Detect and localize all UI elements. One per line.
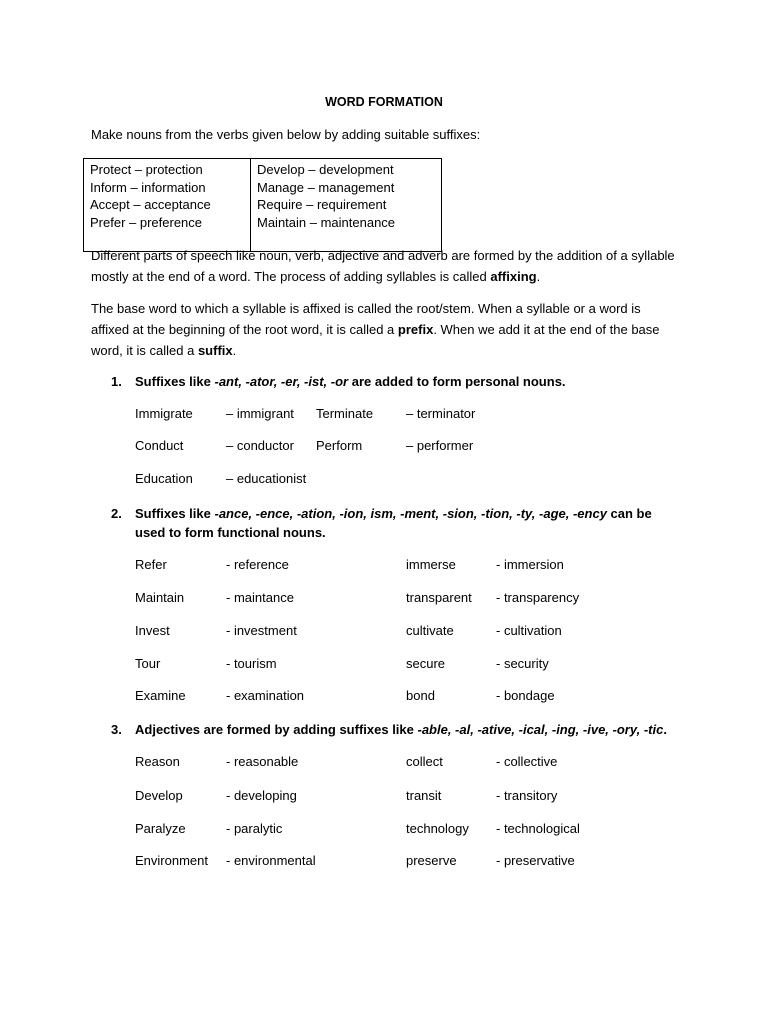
table-entry: Manage – management xyxy=(257,179,395,195)
list-number: 1. xyxy=(111,374,122,389)
paragraph-root-stem xyxy=(91,298,681,361)
word-row: Refer - reference immerse - immersion xyxy=(135,557,564,572)
heading-text: Adjectives are formed by adding suffixes like -able, -al, -ative, -ical, -ing, -ive, -ory, -tic. xyxy=(135,722,667,737)
table-entry: Prefer – preference xyxy=(90,214,203,230)
table-entry: Accept – acceptance xyxy=(90,197,211,212)
heading-text: Suffixes like -ance, -ence, -ation, -ion, ism, -ment, -sion, -tion, -ty, -age, -ency can be used to form functional nouns. xyxy=(135,506,652,540)
heading-text: Suffixes like -ant, -ator, -er, -ist, -or are added to form personal nouns. xyxy=(135,374,566,389)
page-title: WORD FORMATION xyxy=(325,95,443,109)
list-number: 3. xyxy=(111,722,122,737)
word-row: Reason - reasonable collect - collective xyxy=(135,754,558,769)
paragraph-text: . xyxy=(536,269,541,284)
word-row: Develop - developing transit - transitory xyxy=(135,788,558,803)
term-suffix: suffix xyxy=(197,343,233,358)
word-row: Immigrate – immigrant Terminate – terminator xyxy=(135,406,476,421)
table-column-right xyxy=(251,159,442,252)
table-entry: Maintain – maintenance xyxy=(257,214,396,230)
paragraph-text: . When we add it at the end of the base word, it is called a xyxy=(91,322,660,358)
intro-instruction: Make nouns from the verbs given below by adding suitable suffixes: xyxy=(91,127,481,142)
word-row: Examine - examination bond - bondage xyxy=(135,688,555,703)
table-entry: Require – requirement xyxy=(257,197,387,212)
verb-noun-table xyxy=(83,158,442,252)
term-prefix: prefix xyxy=(397,322,434,337)
paragraph-text: Different parts of speech like noun, verb, adjective and adverb are formed by the addition of a syllable mostly at the end of a word. The process of adding syllables is called xyxy=(91,248,675,284)
term-affixing: affixing xyxy=(490,269,537,284)
paragraph-affixing xyxy=(91,245,681,287)
word-row: Environment - environmental preserve - preservative xyxy=(135,853,575,868)
word-row: Paralyze - paralytic technology - technological xyxy=(135,821,580,836)
word-row: Invest - investment cultivate - cultivation xyxy=(135,623,562,638)
word-row: Maintain - maintance transparent - transparency xyxy=(135,590,580,605)
table-entry: Develop – development xyxy=(257,162,394,177)
paragraph-text: . xyxy=(232,343,237,358)
word-row: Education – educationist xyxy=(135,471,307,486)
table-entry: Inform – information xyxy=(90,179,206,195)
word-row: Tour - tourism secure - security xyxy=(135,656,549,671)
table-entry: Protect – protection xyxy=(90,162,203,177)
word-row: Conduct – conductor Perform – performer xyxy=(135,438,474,453)
list-number: 2. xyxy=(111,506,122,521)
table-column-left xyxy=(84,159,251,252)
paragraph-text: The base word to which a syllable is affixed is called the root/stem. When a syllable or a word is affixed at the beginning of the root word, it is called a xyxy=(91,301,641,337)
